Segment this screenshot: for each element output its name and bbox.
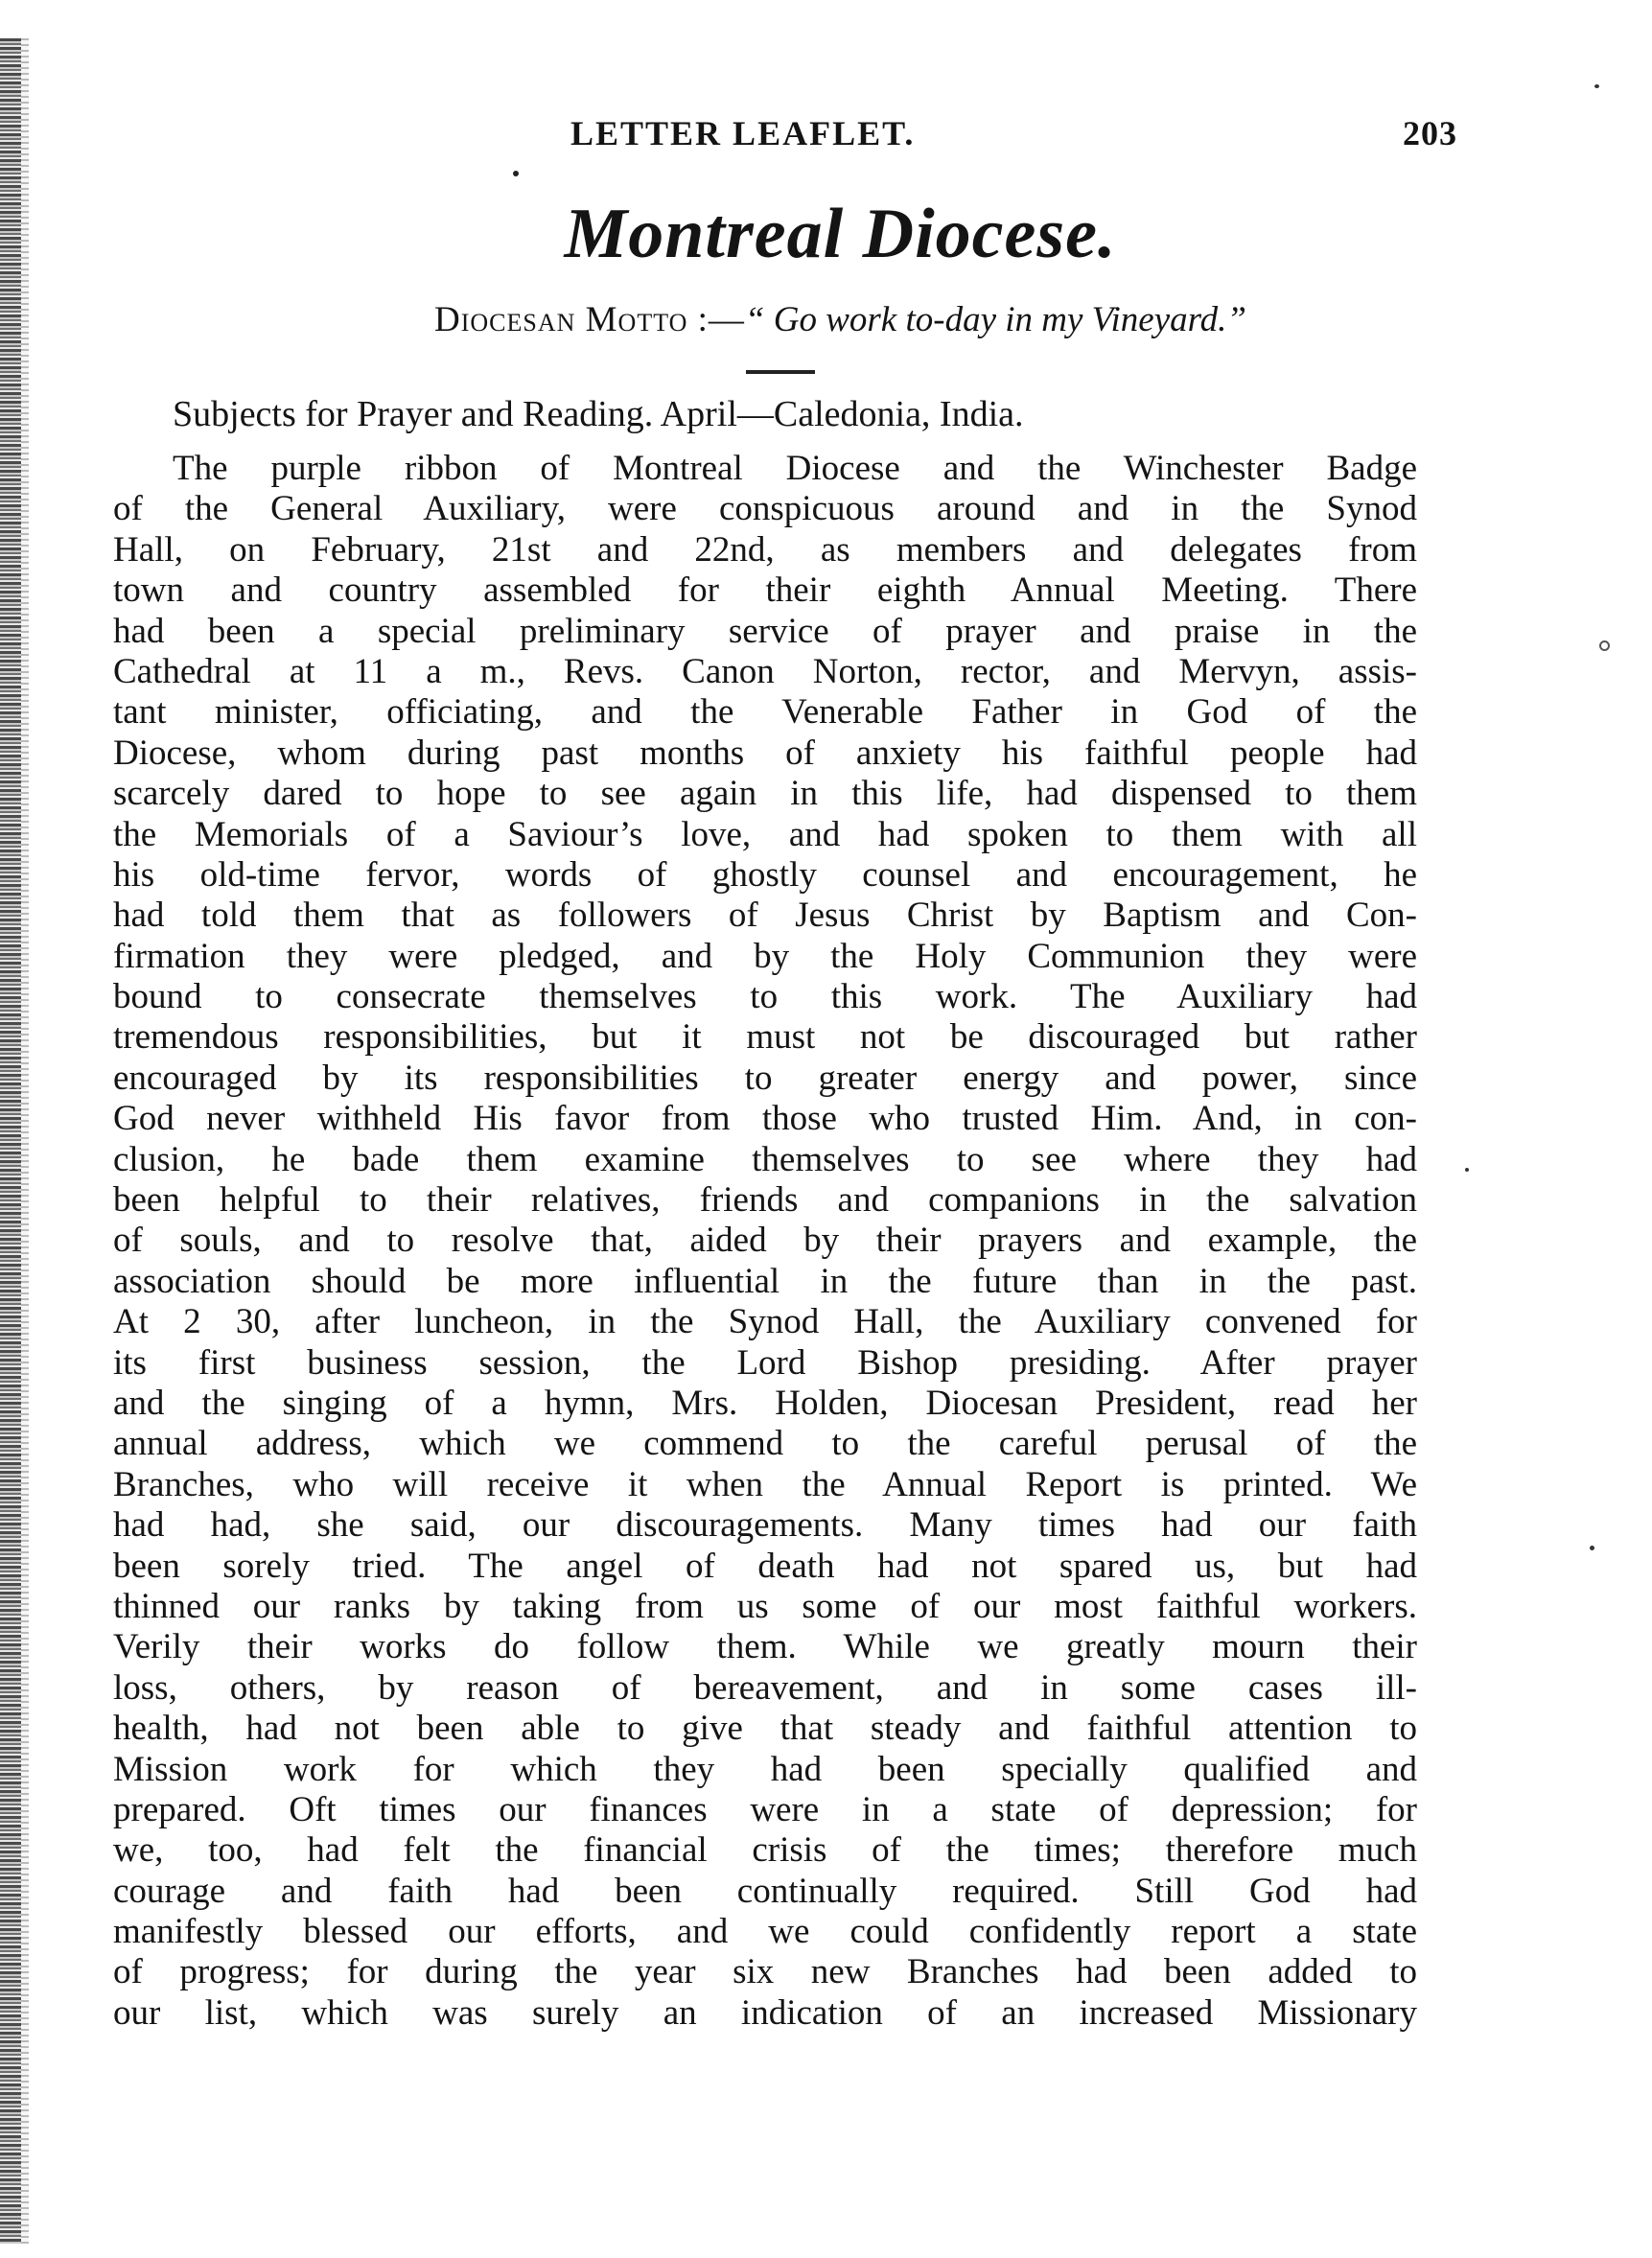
print-speck [1594, 84, 1599, 88]
body-line: had had, she said, our discouragements. Many times had our faith [113, 1505, 1417, 1546]
body-line: of progress; for during the year six new Branches had been added to [113, 1952, 1417, 1992]
body-line: courage and faith had been continually required. Still God had [113, 1871, 1417, 1911]
body-line: health, had not been able to give that steady and faithful attention to [113, 1709, 1417, 1749]
body-paragraph [113, 449, 1417, 2034]
subjects-for-prayer: Subjects for Prayer and Reading. April—Caledonia, India. [173, 394, 1024, 434]
body-line: Diocese, whom during past months of anxiety his faithful people had [113, 733, 1417, 773]
body-line: been helpful to their relatives, friends and companions in the salvation [113, 1180, 1417, 1221]
section-title: Montreal Diocese. [564, 195, 1117, 273]
running-header [110, 113, 1457, 161]
body-line: had told them that as followers of Jesus Christ by Baptism and Con- [113, 896, 1417, 936]
diocesan-motto [0, 299, 1652, 340]
body-line: manifestly blessed our efforts, and we could confidently report a state [113, 1912, 1417, 1952]
body-line: annual address, which we commend to the careful perusal of the [113, 1424, 1417, 1464]
book-binding-shadow [21, 38, 29, 2244]
body-line: Hall, on February, 21st and 22nd, as members and delegates from [113, 529, 1417, 570]
body-line: encouraged by its responsibilities to greater energy and power, since [113, 1058, 1417, 1098]
body-line: of the General Auxiliary, were conspicuous around and in the Synod [113, 489, 1417, 529]
body-line: town and country assembled for their eighth Annual Meeting. There [113, 570, 1417, 611]
body-line: had been a special preliminary service of prayer and praise in the [113, 611, 1417, 651]
body-line: association should be more influential in the future than in the past. [113, 1261, 1417, 1301]
body-line: prepared. Oft times our finances were in a state of depression; for [113, 1789, 1417, 1829]
print-speck [1599, 640, 1610, 651]
divider-rule [746, 370, 815, 374]
print-speck [1465, 1168, 1469, 1172]
body-line: tremendous responsibilities, but it must not be discouraged but rather [113, 1017, 1417, 1058]
body-line: and the singing of a hymn, Mrs. Holden, Diocesan President, read her [113, 1383, 1417, 1423]
ornament-dot [513, 171, 519, 176]
body-line: Verily their works do follow them. While we greatly mourn their [113, 1627, 1417, 1667]
book-binding-edge [0, 38, 21, 2244]
body-line: Mission work for which they had been specially qualified and [113, 1749, 1417, 1789]
body-line: its first business session, the Lord Bishop presiding. After prayer [113, 1342, 1417, 1383]
body-line: scarcely dared to hope to see again in this life, had dispensed to them [113, 774, 1417, 814]
motto-text: “ Go work to-day in my Vineyard.” [744, 300, 1246, 339]
body-line: Branches, who will receive it when the Annual Report is printed. We [113, 1464, 1417, 1504]
body-line: bound to consecrate themselves to this work. The Auxiliary had [113, 977, 1417, 1017]
body-line: The purple ribbon of Montreal Diocese and the Winchester Badge [173, 449, 1417, 488]
body-line: our list, which was surely an indication of an increased Missionary [113, 1992, 1417, 2033]
body-line: we, too, had felt the financial crisis of the times; therefore much [113, 1830, 1417, 1871]
motto-label: Diocesan Motto :— [434, 300, 745, 339]
body-line: God never withheld His favor from those who trusted Him. And, in con- [113, 1099, 1417, 1139]
page-number: 203 [1403, 114, 1457, 152]
body-line: Cathedral at 11 a m., Revs. Canon Norton, rector, and Mervyn, assis- [113, 651, 1417, 691]
body-line: his old-time fervor, words of ghostly counsel and encouragement, he [113, 854, 1417, 895]
body-line: the Memorials of a Saviour’s love, and had spoken to them with all [113, 814, 1417, 854]
running-title: LETTER LEAFLET. [570, 114, 916, 152]
body-line: been sorely tried. The angel of death had not spared us, but had [113, 1546, 1417, 1586]
body-line: thinned our ranks by taking from us some of our most faithful workers. [113, 1586, 1417, 1626]
body-line: firmation they were pledged, and by the Holy Communion they were [113, 936, 1417, 976]
body-line: tant minister, officiating, and the Venerable Father in God of the [113, 692, 1417, 733]
print-speck [1590, 1546, 1594, 1550]
body-line: At 2 30, after luncheon, in the Synod Hall, the Auxiliary convened for [113, 1302, 1417, 1342]
body-line: loss, others, by reason of bereavement, and in some cases ill- [113, 1667, 1417, 1708]
body-line: clusion, he bade them examine themselves to see where they had [113, 1139, 1417, 1179]
body-line: of souls, and to resolve that, aided by their prayers and example, the [113, 1221, 1417, 1261]
